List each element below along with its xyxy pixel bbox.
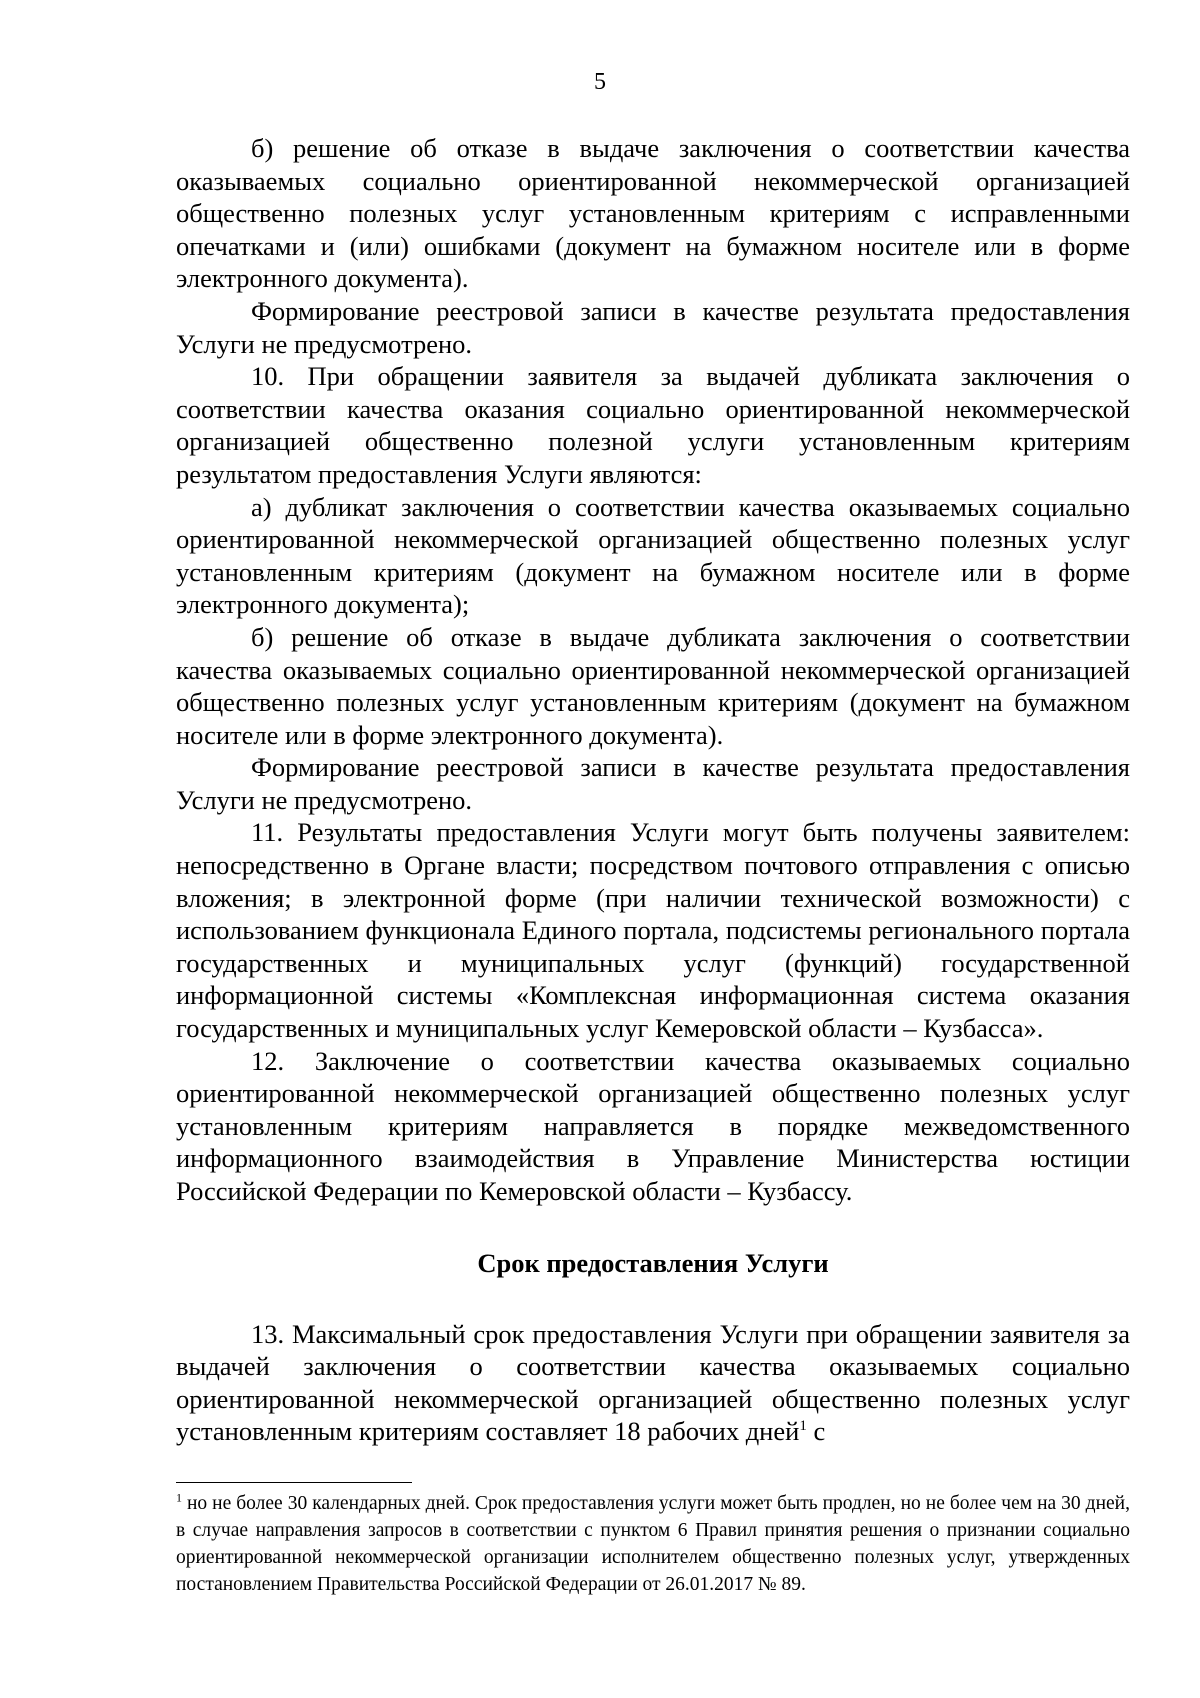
- paragraph-registry-record-note-2: Формирование реестровой записи в качестве результата предоставления Услуги не предусмотрено.: [176, 752, 1130, 815]
- paragraph-10-duplicate-request: 10. При обращении заявителя за выдачей дубликата заключения о соответствии качества оказания социально ориентированной некоммерческой организацией общественно полезной услуги установленным критериям результатом предоставления Услуги являются:: [176, 361, 1130, 489]
- section-heading-service-term: Срок предоставления Услуги: [477, 1247, 829, 1278]
- paragraph-12-interdepartmental: 12. Заключение о соответствии качества оказываемых социально ориентированной некоммерческой организацией общественно полезных услуг установленным критериям направляется в порядке межведомственного информационного взаимодействия в Управление Министерства юстиции Российской Федерации по Кемеровской области – Кузбассу.: [176, 1045, 1130, 1206]
- paragraph-10a-duplicate: а) дубликат заключения о соответствии качества оказываемых социально ориентированной некоммерческой организацией общественно полезных услуг установленным критериям (документ на бумажном носителе или в форме электронного документа);: [176, 491, 1130, 620]
- paragraph-registry-record-note: Формирование реестровой записи в качестве результата предоставления Услуги не предусмотрено.: [176, 295, 1130, 359]
- paragraph-10b-duplicate-refusal: б) решение об отказе в выдаче дубликата заключения о соответствии качества оказываемых социально ориентированной некоммерческой организацией общественно полезных услуг установленным критериям (документ на бумажном носителе или в форме электронного документа).: [176, 621, 1130, 750]
- paragraph-11-results-delivery: 11. Результаты предоставления Услуги могут быть получены заявителем: непосредственно в Органе власти; посредством почтового отправления с описью вложения; в электронной форме (при наличии технической возможности) с использованием функционала Единого портала, подсистемы регионального портала государственных и муниципальных услуг (функций) государственной информационной системы «Комплексная информационная система оказания государственных и муниципальных услуг Кемеровской области – Кузбасса».: [176, 817, 1130, 1044]
- footnote-mark: 1: [176, 1490, 182, 1505]
- footnote-text: но не более 30 календарных дней. Срок предоставления услуги может быть продлен, но не более чем на 30 дней, в случае направления запросов в соответствии с пунктом 6 Правил принятия решения о признании социально ориентированной некоммерческой организации исполнителем общественно полезных услуг, утвержденных постановлением Правительства Российской Федерации от 26.01.2017 № 89.: [176, 1493, 1130, 1595]
- page-number: 5: [594, 69, 606, 95]
- paragraph-13-tail: с: [806, 1416, 826, 1447]
- paragraph-13-max-term: [176, 1318, 1130, 1448]
- document-body: [176, 132, 1130, 1448]
- footnote-separator: [176, 1482, 412, 1483]
- paragraph-9b-refusal-corrected: б) решение об отказе в выдаче заключения о соответствии качества оказываемых социально ориентированной некоммерческой организацией общественно полезных услуг установленным критериям с исправленными опечатками и (или) ошибками (документ на бумажном носителе или в форме электронного документа).: [176, 133, 1130, 294]
- footnote: [176, 1490, 1130, 1598]
- footnote-reference[interactable]: 1: [799, 1418, 807, 1435]
- paragraph-13-text: 13. Максимальный срок предоставления Услуги при обращении заявителя за выдачей заключения о соответствии качества оказываемых социально ориентированной некоммерческой организацией общественно полезных услуг установленным критериям составляет 18 рабочих дней: [176, 1318, 1130, 1447]
